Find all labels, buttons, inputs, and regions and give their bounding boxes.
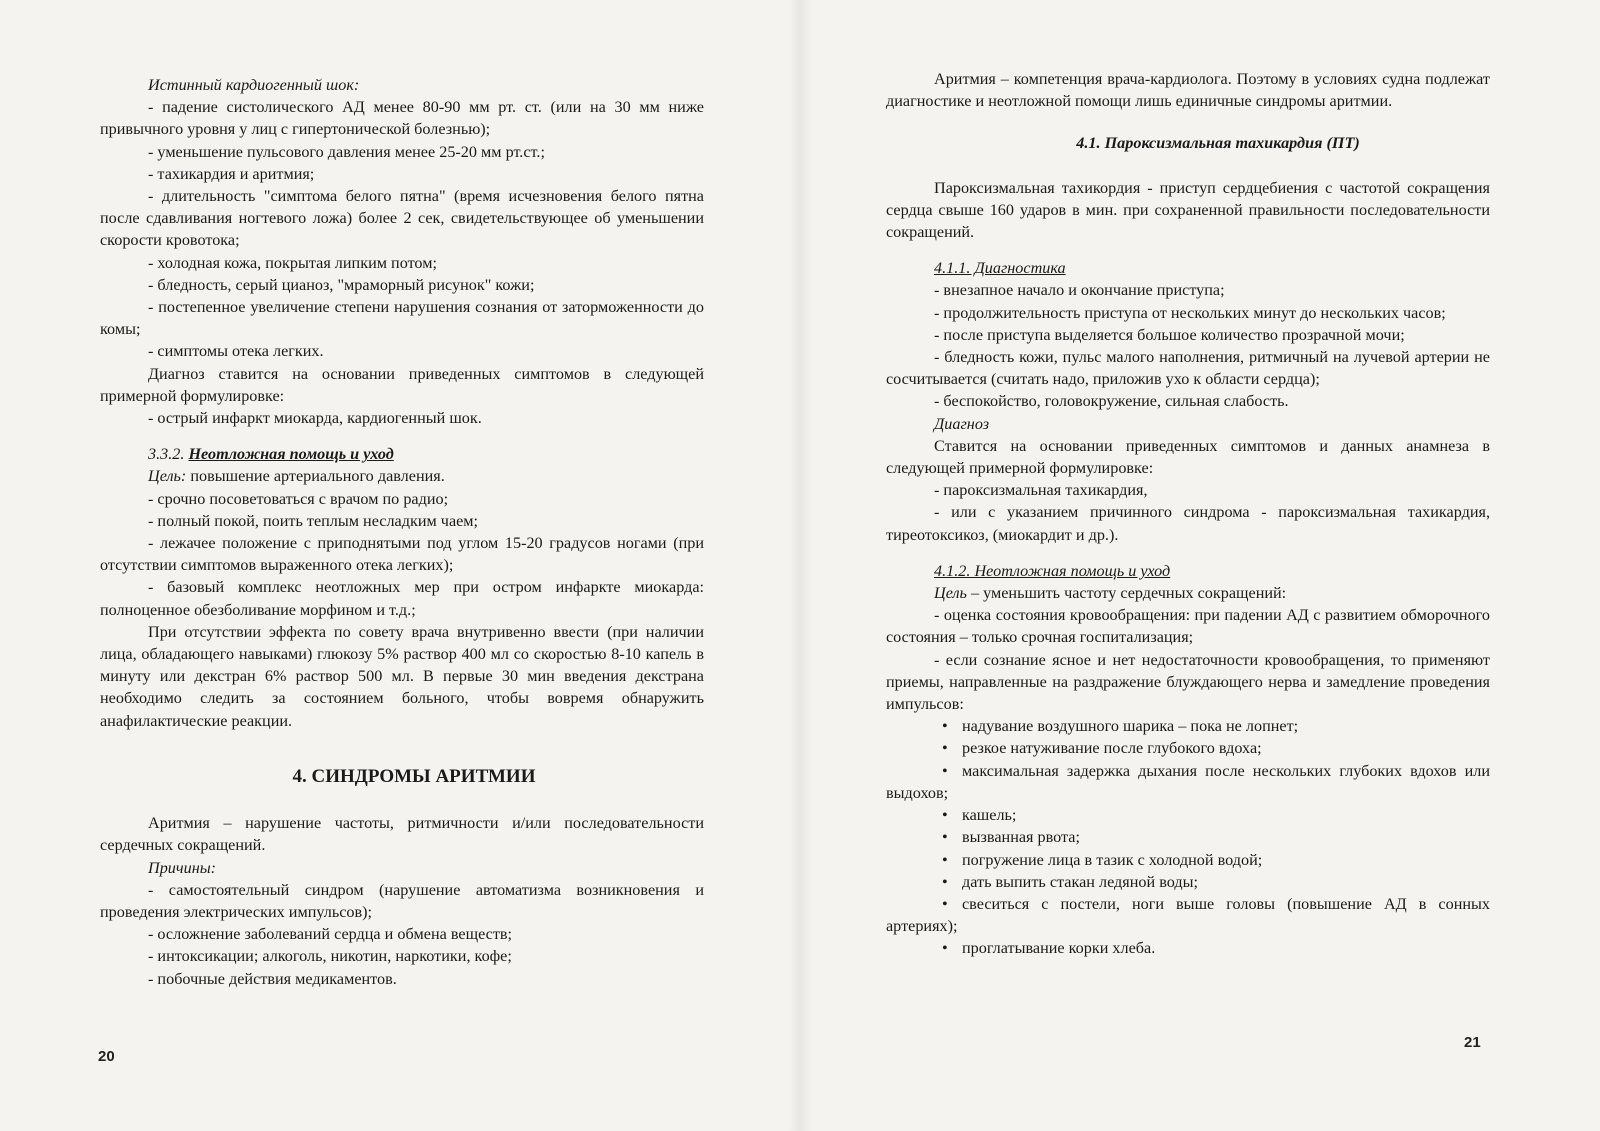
bullet-icon: •: [942, 872, 948, 891]
shock-item: - постепенное увеличение степени нарушения сознания от заторможенности до комы;: [100, 298, 704, 339]
cause-item: - самостоятельный синдром (нарушение автоматизма возникновения и проведения электрических импульсов);: [100, 880, 704, 921]
bullet-icon: •: [942, 828, 948, 847]
list-item: [886, 760, 1490, 804]
goal-label: Цель:: [148, 467, 187, 486]
heading-4-1-2: 4.1.2. Неотложная помощь и уход: [934, 561, 1171, 580]
arrhythmia-definition: Аритмия – нарушение частоты, ритмичности и/или последовательности сердечных сокращений.: [100, 814, 704, 855]
page-number-right: 21: [1464, 1034, 1481, 1051]
list-item-text: надувание воздушного шарика – пока не лопнет;: [962, 717, 1299, 736]
shock-item: - падение систолического АД менее 80-90 мм рт. ст. (или на 30 мм ниже привычного уровня у лиц с гипертонической болезнью);: [100, 98, 704, 139]
heading-3-3-2-text: Неотложная помощь и уход: [188, 445, 394, 464]
bullet-icon: •: [942, 939, 948, 958]
list-item: [886, 826, 1490, 848]
diagnostic-item: - беспокойство, головокружение, сильная слабость.: [934, 392, 1289, 411]
list-item-text: вызванная рвота;: [962, 828, 1080, 847]
diagnosis-paragraph: Диагноз ставится на основании приведенных симптомов в следующей примерной формулировке:: [100, 364, 704, 405]
shock-item: - симптомы отека легких.: [148, 342, 324, 361]
list-item-text: проглатывание корки хлеба.: [962, 939, 1156, 958]
help-item: - оценка состояния кровообращения: при падении АД с развитием обморочного состояния – только срочная госпитализация;: [886, 606, 1490, 647]
bullet-icon: •: [942, 761, 948, 780]
intro-paragraph: Аритмия – компетенция врача-кардиолога. Поэтому в условиях судна подлежат диагностике и неотложной помощи лишь единичные синдромы аритмии.: [886, 70, 1490, 111]
right-text-column: [886, 68, 1490, 960]
aid-item: - базовый комплекс неотложных мер при остром инфаркте миокарда: полноценное обезболивание морфином и т.д.;: [100, 578, 704, 619]
aid-item: - лежачее положение с приподнятыми под углом 15-20 градусов ногами (при отсутствии симптомов выраженного отека легких);: [100, 534, 704, 575]
bullet-icon: •: [942, 850, 948, 869]
bullet-icon: •: [942, 717, 948, 736]
chapter-heading: 4. СИНДРОМЫ АРИТМИИ: [292, 765, 536, 787]
bullet-icon: •: [942, 806, 948, 825]
aid-paragraph: При отсутствии эффекта по совету врача внутривенно ввести (при наличии лица, обладающего навыками) глюкозу 5% раствор 400 мл со скоростью 8-10 капель в минуту или декстран 6% раствор 500 мл. В первые 30 мин введения декстрана необходимо следить за состоянием больного, чтобы вовремя обнаружить анафилактические реакции.: [100, 622, 704, 730]
shock-item: - уменьшение пульсового давления менее 25-20 мм рт.ст.;: [148, 142, 545, 161]
technique-list: [886, 715, 1490, 959]
diagnostic-item: - внезапное начало и окончание приступа;: [934, 281, 1225, 300]
goal-label: Цель: [934, 584, 967, 603]
bullet-icon: •: [942, 894, 948, 913]
diagnosis-label: Диагноз: [934, 414, 990, 433]
page-number-left: 20: [98, 1048, 115, 1065]
aid-item: - срочно посоветоваться с врачом по радио;: [148, 489, 449, 508]
list-item: [886, 715, 1490, 737]
goal-line: [100, 465, 704, 487]
goal-text: – уменьшить частоту сердечных сокращений:: [966, 584, 1287, 603]
list-item: [886, 804, 1490, 826]
diagnosis-item: - острый инфаркт миокарда, кардиогенный шок.: [148, 409, 482, 428]
heading-3-3-2-number: 3.3.2.: [148, 445, 185, 464]
bullet-icon: •: [942, 739, 948, 758]
heading-4-1: 4.1. Пароксизмальная тахикардия (ПТ): [1076, 134, 1360, 153]
goal-line: [886, 582, 1490, 604]
shock-item: - тахикардия и аритмия;: [148, 164, 315, 183]
goal-text: повышение артериального давления.: [186, 467, 445, 486]
diagnosis-item: - пароксизмальная тахикардия,: [934, 481, 1148, 500]
shock-item: - длительность "симптома белого пятна" (время исчезновения белого пятна после сдавливания ногтевого ложа) более 2 сек, свидетельствующее об уменьшении скорости кровотока;: [100, 187, 704, 250]
cause-item: - осложнение заболеваний сердца и обмена веществ;: [148, 925, 513, 944]
list-item: [886, 849, 1490, 871]
list-item-text: дать выпить стакан ледяной воды;: [962, 872, 1198, 891]
list-item: [886, 893, 1490, 937]
aid-item: - полный покой, поить теплым несладким чаем;: [148, 511, 479, 530]
heading-4-1-1: 4.1.1. Диагностика: [934, 259, 1066, 278]
diagnostic-item: - продолжительность приступа от нескольких минут до нескольких часов;: [934, 303, 1446, 322]
shock-item: - бледность, серый цианоз, "мраморный рисунок" кожи;: [148, 275, 535, 294]
diagnostic-item: - бледность кожи, пульс малого наполнения, ритмичный на лучевой артерии не сосчитывается (считать надо, приложив ухо к области сердца);: [886, 348, 1490, 389]
list-item-text: резкое натуживание после глубокого вдоха;: [962, 739, 1262, 758]
shock-item: - холодная кожа, покрытая липким потом;: [148, 253, 437, 272]
list-item: [886, 871, 1490, 893]
cause-item: - побочные действия медикаментов.: [148, 969, 397, 988]
left-text-column: [100, 74, 704, 990]
shock-title: Истинный кардиогенный шок:: [148, 76, 360, 94]
causes-label: Причины:: [148, 858, 217, 877]
cause-item: - интоксикации; алкоголь, никотин, наркотики, кофе;: [148, 947, 512, 966]
diagnosis-item: - или с указанием причинного синдрома - пароксизмальная тахикардия, тиреотоксикоз, (миокардит и др.).: [886, 503, 1490, 544]
list-item-text: свеситься с постели, ноги выше головы (повышение АД в сонных артериях);: [886, 894, 1490, 936]
diagnosis-paragraph: Ставится на основании приведенных симптомов и данных анамнеза в следующей примерной формулировке:: [886, 436, 1490, 478]
list-item-text: максимальная задержка дыхания после нескольких глубоких вдохов или выдохов;: [886, 761, 1490, 802]
list-item: [886, 737, 1490, 759]
heading-3-3-2: [148, 443, 704, 465]
diagnostic-item: - после приступа выделяется большое количество прозрачной мочи;: [934, 325, 1405, 344]
list-item: [886, 937, 1490, 959]
pt-definition: Пароксизмальная тахикордия - приступ сердцебиения с частотой сокращения сердца свыше 160 ударов в мин. при сохраненной правильности последовательности сокращений.: [886, 178, 1490, 242]
help-item: - если сознание ясное и нет недостаточности кровообращения, то применяют приемы, направленные на раздражение блуждающего нерва и замедление проведения импульсов:: [886, 650, 1490, 714]
list-item-text: погружение лица в тазик с холодной водой;: [962, 850, 1263, 869]
list-item-text: кашель;: [962, 806, 1017, 825]
